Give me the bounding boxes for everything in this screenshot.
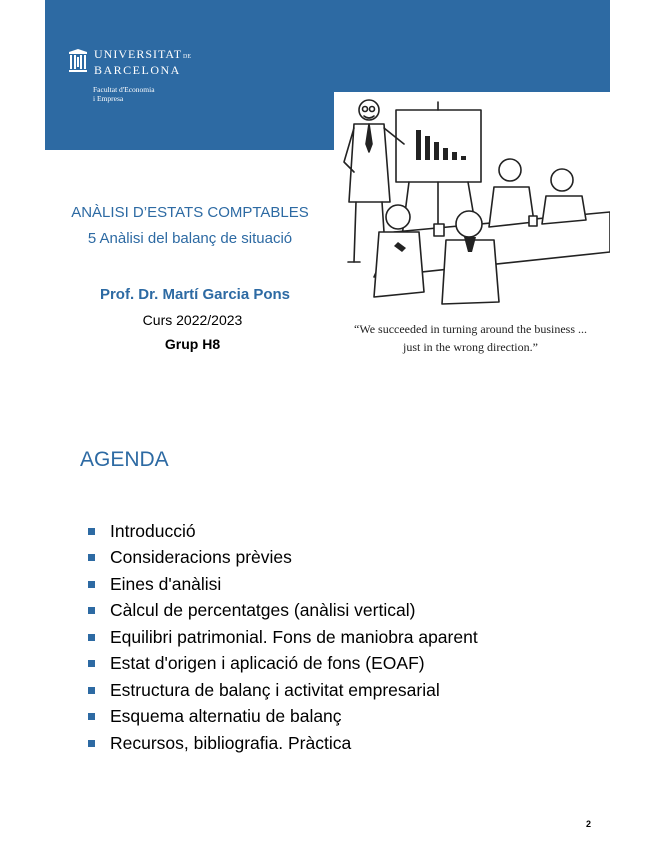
university-name-line2: BARCELONA [94, 63, 181, 77]
faculty-line2: i Empresa [93, 94, 124, 103]
university-name-de: DE [183, 54, 192, 60]
curs-label: Curs [142, 312, 173, 328]
agenda-item-label: Introducció [110, 520, 196, 541]
agenda-item-label: Consideracions prèvies [110, 547, 292, 568]
bullet-icon [88, 713, 95, 720]
agenda-item [88, 651, 478, 678]
university-logo [68, 48, 191, 77]
agenda-item [88, 545, 478, 572]
faculty-name [93, 85, 155, 103]
bullet-icon [88, 607, 95, 614]
professor-name: Prof. Dr. Martí Garcia Pons [99, 286, 291, 303]
course-title: ANÀLISI D’ESTATS COMPTABLES [71, 204, 309, 221]
bullet-icon [88, 687, 95, 694]
bullet-icon [88, 740, 95, 747]
agenda-title: AGENDA [80, 448, 169, 471]
agenda-item-label: Càlcul de percentatges (anàlisi vertical) [110, 600, 416, 621]
bullet-icon [88, 581, 95, 588]
agenda-item-label: Eines d'anàlisi [110, 573, 222, 594]
lesson-title: 5 Anàlisi del balanç de situació [87, 230, 293, 247]
agenda-item-label: Esquema alternatiu de balanç [110, 706, 342, 727]
page-number: 2 [586, 819, 592, 829]
agenda-item-label: Recursos, bibliografia. Pràctica [110, 732, 352, 753]
agenda-item [88, 598, 478, 625]
business-meeting-cartoon [334, 92, 610, 314]
caption-line2: just in the wrong direction.” [403, 340, 538, 354]
caption-line1: “We succeeded in turning around the business ... [354, 322, 587, 336]
cartoon-caption [318, 320, 623, 356]
bullet-icon [88, 528, 95, 535]
agenda-item [88, 704, 478, 731]
bullet-icon [88, 660, 95, 667]
course-year [40, 312, 345, 328]
agenda-item-label: Equilibri patrimonial. Fons de maniobra aparent [110, 626, 478, 647]
agenda-item [88, 624, 478, 651]
agenda-item [88, 571, 478, 598]
agenda-item [88, 730, 478, 757]
bullet-icon [88, 634, 95, 641]
bullet-icon [88, 554, 95, 561]
university-seal-icon [68, 48, 88, 74]
agenda-list [88, 518, 478, 757]
curs-year: 2022/2023 [176, 312, 243, 328]
agenda-item-label: Estat d'origen i aplicació de fons (EOAF) [110, 653, 425, 674]
agenda-item [88, 677, 478, 704]
group-label: Grup H8 [164, 336, 221, 352]
faculty-line1: Facultat d'Economia [93, 85, 155, 94]
agenda-item [88, 518, 478, 545]
agenda-item-label: Estructura de balanç i activitat empresarial [110, 679, 440, 700]
university-name-line1: UNIVERSITAT [94, 47, 183, 61]
